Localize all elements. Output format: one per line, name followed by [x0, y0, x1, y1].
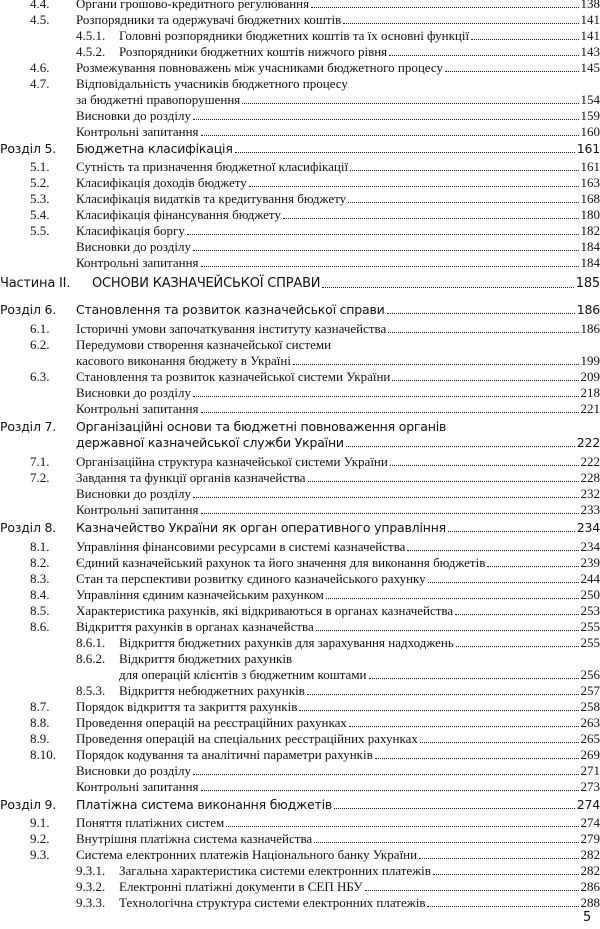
toc-entry-page: 255 — [580, 635, 600, 650]
toc-entry-title: Технологічна структура системи електронних платежів — [119, 895, 426, 910]
dot-leader — [193, 385, 579, 397]
toc-entry — [0, 401, 600, 417]
section-title: Платіжна система виконання бюджетів — [76, 797, 333, 812]
toc-entry-page: 143 — [580, 44, 600, 59]
toc-entry-continuation — [0, 92, 600, 108]
toc-entry — [0, 763, 600, 779]
dot-leader — [201, 779, 579, 791]
toc-entry-page: 180 — [580, 207, 600, 222]
toc-entry-title: за бюджетні правопорушення — [76, 92, 241, 107]
toc-entry-title: Контрольні запитання — [76, 255, 199, 270]
toc-entry-page: 161 — [576, 141, 600, 156]
toc-entry-number: 8.3. — [30, 571, 50, 586]
section-title: Бюджетна класифікація — [76, 141, 233, 156]
toc-entry — [0, 895, 600, 911]
dot-leader — [187, 223, 579, 235]
toc-entry-page: 244 — [580, 571, 600, 586]
toc-entry-number: 4.6. — [30, 60, 50, 75]
toc-entry-title: Класифікація боргу — [76, 223, 185, 238]
toc-entry-title: Управління фінансовими ресурсами в системі казначейства — [76, 539, 406, 554]
toc-entry — [0, 747, 600, 763]
toc-entry-page: 269 — [580, 747, 600, 762]
toc-entry-page: 184 — [580, 239, 600, 254]
dot-leader — [407, 539, 578, 551]
toc-entry-page: 282 — [580, 863, 600, 878]
toc-entry-number: 9.3. — [30, 847, 50, 862]
toc-entry-number: 4.5. — [30, 12, 50, 27]
toc-entry-number: 8.6. — [30, 619, 50, 634]
dot-leader — [487, 555, 578, 567]
toc-entry-number: 9.3.3. — [76, 895, 106, 910]
dot-leader — [349, 715, 579, 727]
toc-entry-page: 255 — [580, 619, 600, 634]
dot-leader — [293, 353, 579, 365]
toc-entry-number: 8.5.3. — [76, 683, 106, 698]
toc-entry-number: 9.3.1. — [76, 863, 106, 878]
dot-leader — [348, 191, 578, 203]
toc-entry — [0, 831, 600, 847]
toc-section-heading — [0, 141, 600, 157]
page-number: 5 — [583, 910, 592, 925]
dot-leader — [316, 619, 579, 631]
toc-section-heading — [0, 302, 600, 318]
dot-leader — [193, 108, 579, 120]
toc-entry — [0, 502, 600, 518]
toc-entry-number: 8.2. — [30, 555, 50, 570]
toc-entry — [0, 683, 600, 699]
toc-entry-number: 4.4. — [30, 0, 50, 11]
toc-entry-title: Загальна характеристика системи електронних платежів — [119, 863, 431, 878]
toc-entry — [0, 486, 600, 502]
dot-leader — [419, 847, 578, 859]
toc-entry-page: 184 — [580, 255, 600, 270]
toc-entry-title: Управління єдиним казначейським рахунком — [76, 587, 324, 602]
dot-leader — [388, 321, 578, 333]
dot-leader — [375, 747, 579, 759]
section-title: Казначейство України як орган оперативного управління — [76, 520, 447, 535]
toc-entry-title: Контрольні запитання — [76, 124, 199, 139]
toc-entry-page: 218 — [580, 385, 600, 400]
toc-entry-page: 279 — [580, 831, 600, 846]
dot-leader — [322, 276, 573, 288]
dot-leader — [369, 667, 579, 679]
toc-entry-page: 271 — [580, 763, 600, 778]
toc-entry-page: 182 — [580, 223, 600, 238]
toc-entry — [0, 159, 600, 175]
toc-entry — [0, 191, 600, 207]
dot-leader — [249, 175, 579, 187]
toc-entry-title: Контрольні запитання — [76, 779, 199, 794]
toc-entry-page: 256 — [580, 667, 600, 682]
toc-entry-title: Відкриття небюджетних рахунків — [119, 683, 305, 698]
dot-leader — [390, 454, 579, 466]
toc-entry — [0, 207, 600, 223]
dot-leader — [346, 435, 575, 447]
dot-leader — [456, 635, 579, 647]
toc-section-heading — [0, 520, 600, 536]
toc-entry — [0, 699, 600, 715]
toc-entry-title: Відкриття бюджетних рахунків — [119, 651, 293, 666]
toc-entry — [0, 779, 600, 795]
dot-leader — [455, 603, 578, 615]
toc-entry-number: 5.4. — [30, 207, 50, 222]
toc-entry-number: 7.1. — [30, 454, 50, 469]
toc-entry-title: Висновки до розділу — [76, 763, 191, 778]
toc-entry-number: 8.5. — [30, 603, 50, 618]
toc-entry-page: 257 — [580, 683, 600, 698]
toc-entry-number: 8.7. — [30, 699, 50, 714]
toc-entry-page: 138 — [580, 0, 600, 11]
dot-leader — [428, 571, 579, 583]
toc-entry-page: 258 — [580, 699, 600, 714]
dot-leader — [326, 587, 579, 599]
toc-entry-number: 8.6.2. — [76, 651, 106, 666]
toc-entry — [0, 539, 600, 555]
toc-entry-title: Електронні платіжні документи в СЕП НБУ — [119, 879, 363, 894]
toc-entry-title: Відповідальність учасників бюджетного процесу — [76, 76, 348, 91]
toc-entry-page: 274 — [580, 815, 600, 830]
toc-entry-continuation — [0, 667, 600, 683]
toc-entry — [0, 124, 600, 140]
toc-entry-number: 9.1. — [30, 815, 50, 830]
toc-entry-title: Єдиний казначейський рахунок та його значення для виконання бюджетів — [76, 555, 486, 570]
toc-entry — [0, 321, 600, 337]
dot-leader — [389, 44, 578, 56]
toc-entry-number: 4.7. — [30, 76, 50, 91]
toc-entry-page: 233 — [580, 502, 600, 517]
toc-entry-number: 5.3. — [30, 191, 50, 206]
toc-entry — [0, 44, 600, 60]
toc-entry-page: 222 — [580, 454, 600, 469]
toc-entry-number: 6.3. — [30, 369, 50, 384]
toc-entry — [0, 651, 600, 667]
dot-leader — [308, 470, 579, 482]
toc-entry-number: 8.10. — [30, 747, 56, 762]
toc-entry — [0, 847, 600, 863]
section-number: Розділ 5. — [0, 141, 57, 156]
toc-entry-title: Становлення та розвиток казначейської системи України — [76, 369, 391, 384]
toc-entry-title: Внутрішня платіжна система казначейства — [76, 831, 313, 846]
dot-leader — [193, 239, 579, 251]
toc-entry — [0, 603, 600, 619]
dot-leader — [433, 863, 579, 875]
toc-entry-page: 199 — [580, 353, 600, 368]
toc-entry-title: Контрольні запитання — [76, 502, 199, 517]
toc-entry — [0, 223, 600, 239]
toc-entry-number: 8.1. — [30, 539, 50, 554]
toc-entry-number: 6.2. — [30, 337, 50, 352]
dot-leader — [392, 369, 578, 381]
toc-section-heading — [0, 419, 600, 435]
toc-entry-title: Організаційна структура казначейської системи України — [76, 454, 388, 469]
toc-entry-page: 186 — [580, 321, 600, 336]
toc-entry-title: Головні розпорядники бюджетних коштів та їх основні функції — [119, 28, 470, 43]
section-number: Розділ 8. — [0, 520, 57, 535]
dot-leader — [365, 879, 579, 891]
toc-entry-title: Розпорядники та одержувачі бюджетних коштів — [76, 12, 342, 27]
toc-entry-title: Класифікація доходів бюджету — [76, 175, 247, 190]
dot-leader — [420, 731, 579, 743]
toc-entry-page: 232 — [580, 486, 600, 501]
toc-entry-page: 282 — [580, 847, 600, 862]
toc-entry — [0, 0, 600, 12]
toc-entry-number: 9.3.2. — [76, 879, 106, 894]
toc-entry-title: Характеристика рахунків, які відкриваються в органах казначейства — [76, 603, 454, 618]
toc-entry-page: 288 — [580, 895, 600, 910]
toc-part-heading — [0, 276, 600, 292]
toc-entry-page: 221 — [580, 401, 600, 416]
toc-entry — [0, 175, 600, 191]
toc-entry — [0, 385, 600, 401]
toc-entry-number: 4.5.1. — [76, 28, 106, 43]
toc-entry-title: Завдання та функції органів казначейства — [76, 470, 306, 485]
dot-leader — [201, 401, 579, 413]
toc-entry-page: 186 — [576, 302, 600, 317]
dot-leader — [334, 797, 575, 809]
toc-entry-title: для операцій клієнтів з бюджетним коштами — [119, 667, 367, 682]
toc-entry — [0, 470, 600, 486]
toc-entry-title: Проведення операцій на реєстраційних рахунках — [76, 715, 347, 730]
toc-entry-page: 250 — [580, 587, 600, 602]
toc-entry-number: 5.2. — [30, 175, 50, 190]
toc-entry — [0, 239, 600, 255]
toc-entry-page: 163 — [580, 175, 600, 190]
toc-entry-title: Передумови створення казначейської системи — [76, 337, 332, 352]
toc-entry-title: Відкриття рахунків в органах казначейства — [76, 619, 314, 634]
toc-entry-title: Контрольні запитання — [76, 401, 199, 416]
toc-entry-title: касового виконання бюджету в Україні — [76, 353, 291, 368]
toc-entry-page: 265 — [580, 731, 600, 746]
toc-entry-title: Висновки до розділу — [76, 239, 191, 254]
dot-leader — [445, 60, 579, 72]
part-number: Частина II. — [0, 276, 71, 291]
toc-entry-page: 145 — [580, 60, 600, 75]
section-number: Розділ 7. — [0, 419, 57, 434]
toc-entry-title: Класифікація фінансування бюджету — [76, 207, 281, 222]
part-title: ОСНОВИ КАЗНАЧЕЙСЬКОЇ СПРАВИ — [92, 276, 321, 291]
toc-entry — [0, 619, 600, 635]
toc-entry-number: 5.1. — [30, 159, 50, 174]
toc-entry — [0, 571, 600, 587]
toc-entry — [0, 635, 600, 651]
dot-leader — [283, 207, 579, 219]
toc-entry-title: Проведення операцій на спеціальних реєстраційних рахунках — [76, 731, 418, 746]
toc-entry-page: 228 — [580, 470, 600, 485]
toc-section-heading — [0, 797, 600, 813]
toc-entry-title: Сутність та призначення бюджетної класифікації — [76, 159, 349, 174]
toc-entry-title: Історичні умови започаткування інституту казначейства — [76, 321, 387, 336]
toc-entry — [0, 12, 600, 28]
section-title: Організаційні основи та бюджетні повноваження органів — [76, 419, 447, 434]
dot-leader — [226, 815, 578, 827]
dot-leader — [201, 124, 579, 136]
dot-leader — [471, 28, 578, 40]
toc-section-heading-continuation — [0, 435, 600, 451]
toc-entry — [0, 28, 600, 44]
section-title: Становлення та розвиток казначейської справи — [76, 302, 385, 317]
toc-entry-number: 8.9. — [30, 731, 50, 746]
toc-entry-page: 239 — [580, 555, 600, 570]
toc-entry — [0, 863, 600, 879]
toc-entry — [0, 815, 600, 831]
toc-entry-page: 253 — [580, 603, 600, 618]
toc-entry-title: Висновки до розділу — [76, 108, 191, 123]
toc-entry — [0, 255, 600, 271]
toc-entry — [0, 76, 600, 92]
toc-entry-page: 263 — [580, 715, 600, 730]
toc-entry-page: 141 — [580, 28, 600, 43]
section-number: Розділ 9. — [0, 797, 57, 812]
toc-entry-title: Стан та перспективи розвитку єдиного казначейського рахунку — [76, 571, 426, 586]
toc-entry — [0, 731, 600, 747]
toc-entry-continuation — [0, 353, 600, 369]
toc-entry-page: 159 — [580, 108, 600, 123]
dot-leader — [314, 831, 578, 843]
dot-leader — [235, 141, 575, 153]
toc-entry-number: 6.1. — [30, 321, 50, 336]
toc-entry-title: Розмежування повноважень між учасниками бюджетного процесу — [76, 60, 443, 75]
toc-entry-number: 8.6.1. — [76, 635, 106, 650]
toc-entry — [0, 879, 600, 895]
section-title: державної казначейської служби України — [76, 435, 344, 450]
toc-entry — [0, 454, 600, 470]
dot-leader — [201, 502, 579, 514]
toc-entry-title: Висновки до розділу — [76, 486, 191, 501]
section-number: Розділ 6. — [0, 302, 57, 317]
toc-entry-page: 168 — [580, 191, 600, 206]
toc-entry-page: 154 — [580, 92, 600, 107]
toc-entry-number: 8.8. — [30, 715, 50, 730]
toc-entry-title: Висновки до розділу — [76, 385, 191, 400]
toc-entry-page: 209 — [580, 369, 600, 384]
dot-leader — [201, 255, 579, 267]
dot-leader — [242, 92, 578, 104]
dot-leader — [193, 763, 579, 775]
dot-leader — [343, 12, 578, 24]
toc-entry-title: Система електронних платежів Національного банку України — [76, 847, 418, 862]
toc-entry-title: Відкриття бюджетних рахунків для зарахування надходжень — [119, 635, 454, 650]
toc-entry-title: Класифікація видатків та кредитування бюджету — [76, 191, 347, 206]
toc-entry-page: 222 — [576, 435, 600, 450]
toc-entry — [0, 337, 600, 353]
toc-entry-page: 185 — [575, 276, 600, 291]
dot-leader — [193, 486, 579, 498]
toc-entry-number: 7.2. — [30, 470, 50, 485]
toc-entry-number: 9.2. — [30, 831, 50, 846]
toc-entry — [0, 555, 600, 571]
toc-entry — [0, 587, 600, 603]
toc-entry-page: 141 — [580, 12, 600, 27]
toc-entry-number: 8.4. — [30, 587, 50, 602]
toc-entry — [0, 369, 600, 385]
toc-entry-title: Органи грошово-кредитного регулювання — [76, 0, 310, 11]
dot-leader — [311, 0, 578, 8]
toc-entry-number: 5.5. — [30, 223, 50, 238]
toc-entry — [0, 60, 600, 76]
dot-leader — [299, 699, 578, 711]
dot-leader — [448, 520, 575, 532]
toc-entry-title: Порядок кодування та аналітичні параметри рахунків — [76, 747, 373, 762]
dot-leader — [427, 895, 578, 907]
toc-entry-title: Порядок відкриття та закриття рахунків — [76, 699, 298, 714]
toc-entry-page: 274 — [576, 797, 600, 812]
toc-entry-page: 161 — [580, 159, 600, 174]
toc-entry — [0, 108, 600, 124]
toc-entry-number: 4.5.2. — [76, 44, 106, 59]
toc-entry-title: Розпорядники бюджетних коштів нижчого рівня — [119, 44, 388, 59]
toc-entry — [0, 715, 600, 731]
toc-entry-page: 234 — [580, 539, 600, 554]
dot-leader — [387, 302, 575, 314]
toc-entry-page: 160 — [580, 124, 600, 139]
dot-leader — [350, 159, 578, 171]
toc-entry-title: Поняття платіжних систем — [76, 815, 225, 830]
toc-entry-page: 273 — [580, 779, 600, 794]
toc-entry-page: 286 — [580, 879, 600, 894]
dot-leader — [307, 683, 579, 695]
toc-entry-page: 234 — [576, 520, 600, 535]
